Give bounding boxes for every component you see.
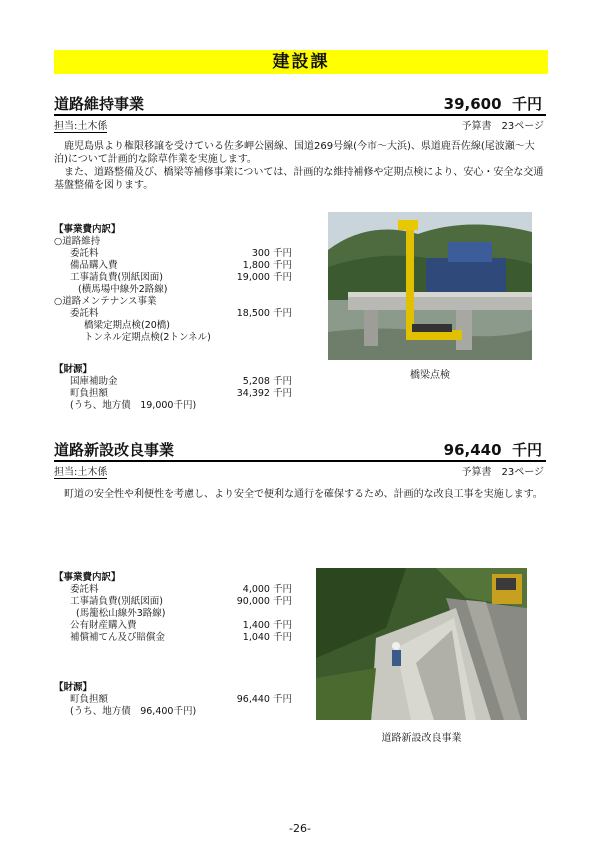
item-value: 1,800 千円 [242, 260, 292, 271]
photo-caption [316, 729, 527, 744]
section-description [54, 488, 546, 501]
amount-unit: 千円 [511, 95, 542, 113]
department-title: 建設課 [272, 52, 330, 72]
item-value: 19,000 千円 [236, 272, 292, 283]
department-title-banner [54, 50, 548, 74]
item-label: 委託料 [70, 584, 99, 595]
item-note: (横馬場中線外2路線) [78, 284, 168, 295]
caption-text: 道路新設改良事業 [381, 733, 462, 744]
description-paragraph: 鹿児島県より権限移譲を受けている佐多岬公園線、国道269号線(今市～大浜)、県道鹿吾佐線(尾波瀬～大泊)について計画的な除草作業を実施します。 [54, 141, 535, 165]
funding-value: 5,208 千円 [242, 376, 292, 387]
item-value: 18,500 千円 [236, 308, 292, 319]
description-paragraph: また、道路整備及び、橋梁等補修事業については、計画的な維持補修や定期点検により、安心・安全な交通基盤整備を図ります。 [54, 167, 544, 191]
section-header-road-construction [54, 440, 546, 462]
road-construction-photo [316, 568, 527, 720]
funding-list [54, 364, 292, 412]
funding-value: 96,440 千円 [236, 694, 292, 705]
funding-label: 国庫補助金 [70, 376, 118, 387]
amount-unit: 千円 [511, 441, 542, 459]
item-label: 公有財産購入費 [70, 620, 137, 631]
group-label: ○道路維持 [54, 236, 101, 247]
section-header-road-maintenance [54, 94, 546, 116]
section-amount [444, 93, 542, 114]
item-label: 委託料 [70, 248, 99, 259]
budget-reference: 予算書 23ページ [461, 121, 544, 132]
funding-list [54, 682, 292, 718]
item-value: 4,000 千円 [242, 584, 292, 595]
page-number [0, 822, 600, 835]
item-value: 300 千円 [251, 248, 292, 259]
budget-reference: 予算書 23ページ [461, 467, 544, 478]
breakdown-heading: 【事業費内訳】 [54, 224, 121, 235]
item-label: 委託料 [70, 308, 99, 319]
funding-heading: 【財源】 [54, 682, 93, 693]
funding-note: (うち、地方債 19,000千円) [70, 400, 197, 411]
item-note: 橋梁定期点検(20橋) [84, 320, 171, 331]
item-label: 備品購入費 [70, 260, 118, 271]
funding-note: (うち、地方債 96,400千円) [70, 706, 197, 717]
description-paragraph: 町道の安全性や利便性を考慮し、より安全で便利な通行を確保するため、計画的な改良工事を実施します。 [54, 489, 543, 500]
funding-value: 34,392 千円 [236, 388, 292, 399]
item-value: 1,400 千円 [242, 620, 292, 631]
amount-value: 39,600 [443, 95, 502, 113]
section-subheader [54, 463, 546, 477]
photo-caption [328, 366, 532, 381]
bridge-inspection-image [328, 212, 532, 360]
item-label: 工事請負費(別紙図面) [70, 596, 163, 607]
cost-breakdown-list [54, 224, 292, 344]
item-note: トンネル定期点検(2トンネル) [84, 332, 211, 343]
responsible-unit: 担当:土木係 [54, 117, 107, 133]
item-value: 1,040 千円 [242, 632, 292, 643]
road-construction-image [316, 568, 527, 720]
section-title: 道路維持事業 [54, 95, 145, 113]
item-label: 工事請負費(別紙図面) [70, 272, 163, 283]
item-label: 補償補てん及び賠償金 [70, 632, 166, 643]
caption-text: 橋梁点検 [410, 370, 450, 381]
page-number-text: -26- [289, 822, 311, 835]
section-subheader [54, 117, 546, 131]
section-description [54, 140, 546, 192]
cost-breakdown-list [54, 572, 292, 644]
funding-heading: 【財源】 [54, 364, 93, 375]
funding-label: 町負担額 [70, 694, 109, 705]
section-amount [444, 439, 542, 460]
section-title: 道路新設改良事業 [54, 441, 175, 459]
item-value: 90,000 千円 [236, 596, 292, 607]
item-note: (馬籠松山線外3路線) [76, 608, 166, 619]
amount-value: 96,440 [443, 441, 502, 459]
breakdown-heading: 【事業費内訳】 [54, 572, 121, 583]
funding-label: 町負担額 [70, 388, 109, 399]
responsible-unit: 担当:土木係 [54, 463, 107, 479]
group-label: ○道路メンテナンス事業 [54, 296, 157, 307]
bridge-inspection-photo [328, 212, 532, 360]
